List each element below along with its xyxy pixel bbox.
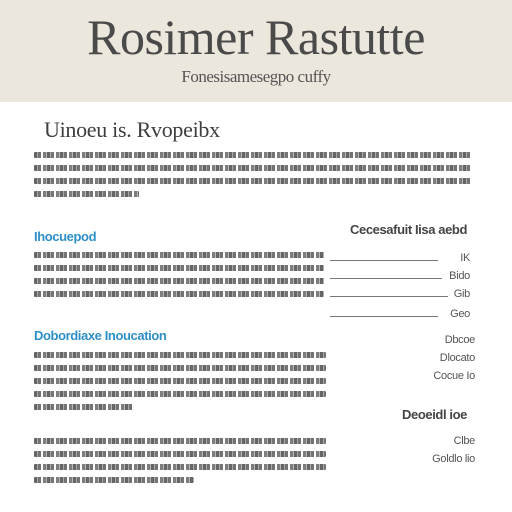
resume-page — [0, 102, 512, 512]
skill-value: Geo — [450, 308, 470, 320]
resume-subtitle: Fonesisamesegpo cuffy — [181, 67, 331, 86]
sidebar-item: Goldlo lio — [432, 453, 475, 465]
section-heading-experience: Ihocuepod — [34, 229, 97, 244]
sidebar-item: Clbe — [453, 435, 475, 447]
skill-row — [330, 272, 470, 284]
resume-title: Rosimer Rastutte — [87, 9, 425, 65]
skill-row — [330, 290, 470, 302]
sidebar-heading-skills: Cecesafuit Iisa aebd — [350, 222, 467, 237]
sidebar-item: Dlocato — [439, 352, 475, 364]
skill-value: Bido — [449, 270, 470, 282]
skill-value: Gib — [453, 288, 470, 300]
header-banner — [0, 0, 512, 102]
section-heading-education: Dobordiaxe Inoucation — [34, 328, 167, 343]
skill-row — [330, 310, 470, 322]
intro-paragraph — [34, 152, 472, 204]
education-paragraph — [34, 352, 326, 417]
closing-paragraph — [34, 438, 326, 490]
skill-value: IK — [460, 252, 470, 264]
sidebar-heading-contact: Deoeidl ioe — [402, 407, 467, 422]
experience-paragraph — [34, 252, 324, 304]
sidebar-item: Cocue Io — [433, 370, 475, 382]
skill-row — [330, 254, 470, 266]
candidate-name: Uinoeu is. Rvopeibx — [44, 117, 220, 142]
sidebar-item: Dbcoe — [444, 334, 475, 346]
